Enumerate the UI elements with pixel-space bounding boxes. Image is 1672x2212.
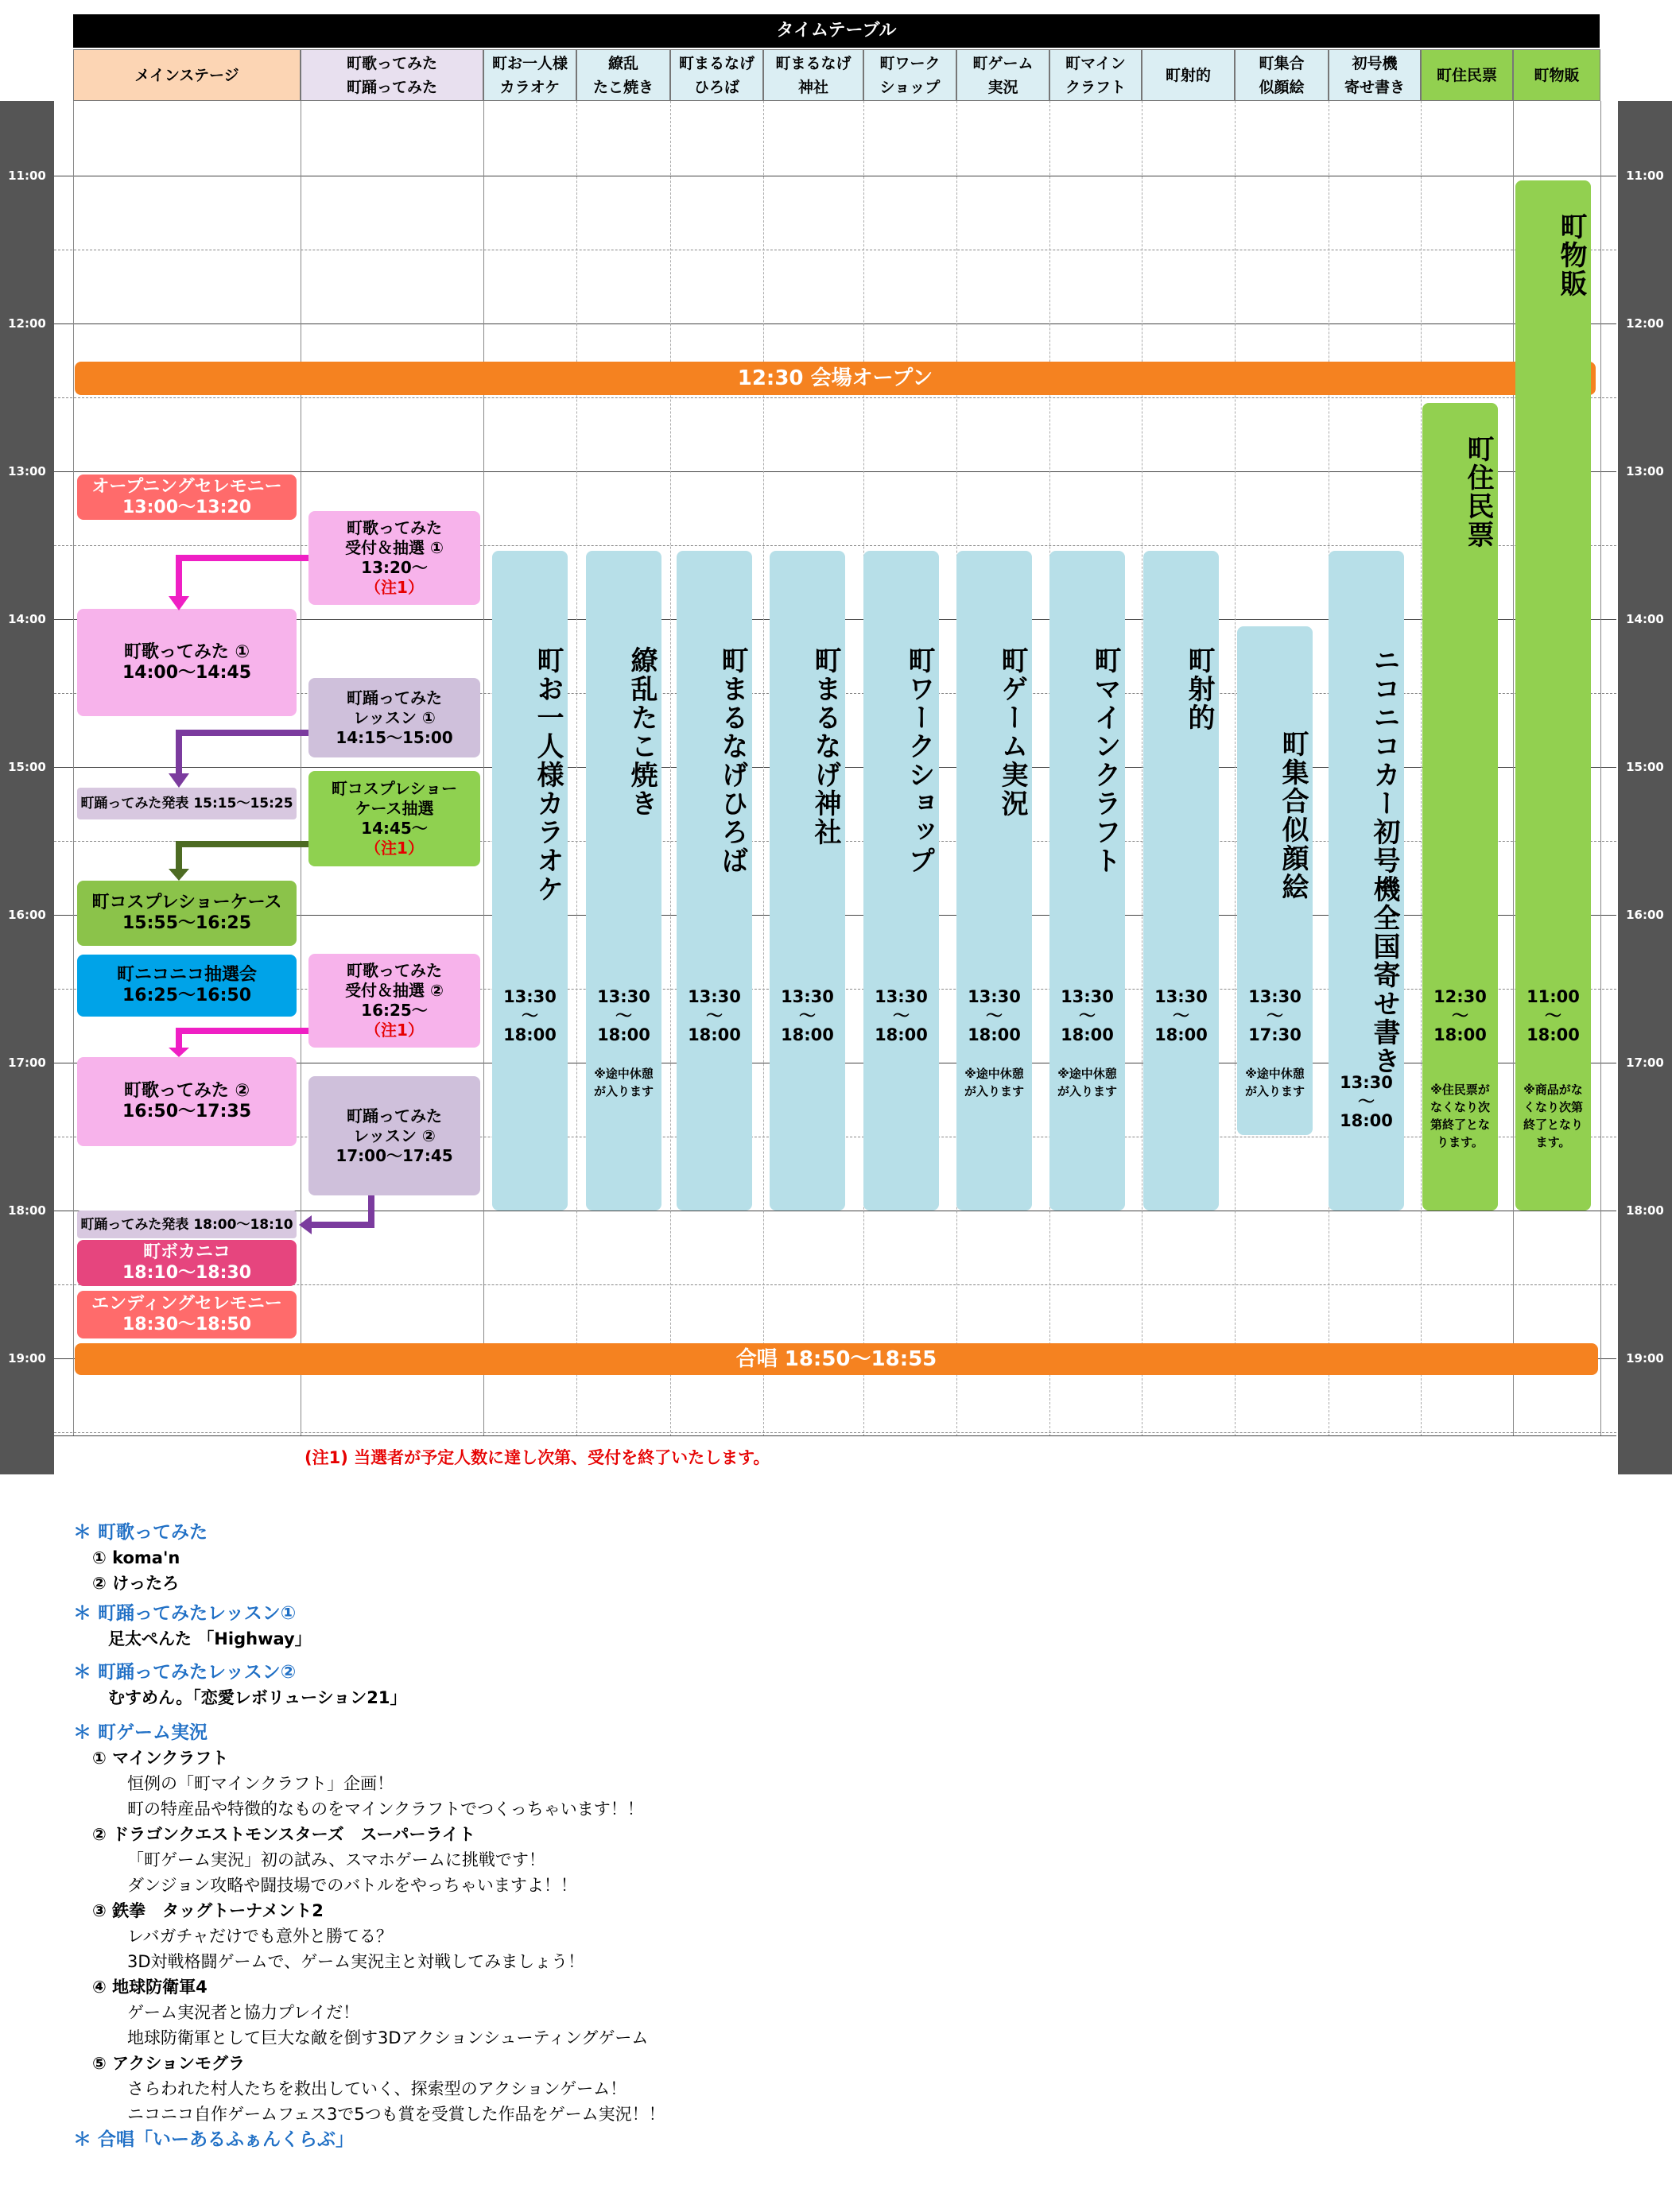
booth-name: 町物販 xyxy=(1555,212,1587,298)
booth-name: 町お一人様カラオケ xyxy=(532,646,564,904)
booth-column xyxy=(1049,551,1125,1211)
booth-column xyxy=(677,551,752,1211)
time-label: 11:00 xyxy=(8,169,46,183)
booth-name: 町マインクラフト xyxy=(1089,646,1121,875)
booth-column xyxy=(1329,551,1404,1211)
time-label: 19:00 xyxy=(8,1351,46,1366)
time-label: 12:00 xyxy=(8,316,46,331)
event-line: 町歌ってみた xyxy=(347,518,442,537)
booth-note: ※商品がな くなり次第 終了となり ます。 xyxy=(1523,1083,1583,1149)
event-time: 17:00〜17:45 xyxy=(336,1145,453,1165)
booth-name: 町射的 xyxy=(1183,646,1215,732)
time-label: 18:00 xyxy=(8,1203,46,1218)
event-name: 町ニコニコ抽選会 xyxy=(116,965,257,985)
booth-column xyxy=(1422,403,1498,1211)
event-time: 18:10〜18:30 xyxy=(122,1263,252,1283)
time-label: 18:00 xyxy=(1626,1203,1664,1218)
info-heading: ＊ 町ゲーム実況 xyxy=(73,1722,208,1743)
event-line: レッスン ② xyxy=(353,1125,436,1145)
event-time: 15:55〜16:25 xyxy=(122,913,252,933)
event-time: 14:00〜14:45 xyxy=(122,662,252,683)
info-heading: ＊ 町踊ってみたレッスン② xyxy=(73,1662,297,1683)
info-line: ⑤ アクションモグラ xyxy=(92,2054,246,2073)
booth-name: 町ゲーム実況 xyxy=(996,646,1028,818)
grid-line xyxy=(54,1435,1616,1436)
column-header: 町まるなげ 神社 xyxy=(763,49,863,101)
info-heading: ＊ 町踊ってみたレッスン① xyxy=(73,1603,297,1624)
info-line: ダンジョン攻略や闘技場でのバトルをやっちゃいますよ！！ xyxy=(127,1876,577,1895)
event-line: 町歌ってみた xyxy=(347,961,442,980)
event-time: 16:25〜16:50 xyxy=(122,986,252,1005)
info-line: 3D対戦格闘ゲームで、ゲーム実況主と対戦してみましょう！ xyxy=(127,1952,585,1971)
booth-name: 町住民票 xyxy=(1462,435,1494,549)
booth-note: ※途中休憩 が入ります xyxy=(1244,1067,1305,1098)
info-line: 足太ぺんた 「Highway」 xyxy=(108,1629,312,1648)
event-time: 16:50〜17:35 xyxy=(122,1102,252,1121)
time-label: 15:00 xyxy=(1626,760,1664,774)
time-label: 13:00 xyxy=(1626,464,1664,478)
info-line: ② けったろ xyxy=(92,1574,180,1593)
info-heading: ＊ 町歌ってみた xyxy=(73,1522,208,1543)
time-label: 14:00 xyxy=(8,612,46,626)
chorus-banner: 合唱 18:50〜18:55 xyxy=(75,1343,1598,1375)
event-note: （注1） xyxy=(365,578,424,597)
booth-time: 13:30 〜 18:00 xyxy=(688,987,741,1044)
booth-name: 町まるなげひろば xyxy=(716,646,748,875)
time-label: 19:00 xyxy=(1626,1351,1664,1366)
event-line: 町コスプレショー xyxy=(331,779,458,798)
info-line: ④ 地球防衛軍4 xyxy=(92,1978,208,1997)
event-line: レッスン ① xyxy=(353,707,436,727)
info-line: 恒例の「町マインクラフト」企画！ xyxy=(127,1774,394,1793)
time-label: 13:00 xyxy=(8,464,46,478)
column-header: メインステージ xyxy=(73,49,301,101)
time-label: 11:00 xyxy=(1626,169,1664,183)
booth-name: 町集合似顔絵 xyxy=(1277,730,1309,901)
column-header: 町歌ってみた 町踊ってみた xyxy=(301,49,483,101)
timetable-title: タイムテーブル xyxy=(73,14,1600,48)
info-line: ③ 鉄拳 タッグトーナメント2 xyxy=(92,1901,324,1920)
arrowhead-icon xyxy=(169,596,312,1234)
booth-name: ニコニコカー初号機全国寄せ書き xyxy=(1368,646,1400,1075)
booth-column xyxy=(492,551,568,1211)
booth-time: 13:30 〜 18:00 xyxy=(1154,987,1208,1044)
info-section xyxy=(73,1520,665,2152)
booth-column xyxy=(956,551,1032,1211)
grid-line xyxy=(54,1432,1616,1433)
time-label: 14:00 xyxy=(1626,612,1664,626)
booth-column xyxy=(770,551,845,1211)
column-header: 繚乱 たこ焼き xyxy=(576,49,670,101)
info-line: 町の特産品や特徴的なものをマインクラフトでつくっちゃいます！！ xyxy=(127,1799,644,1819)
booth-column xyxy=(863,551,939,1211)
info-line: さらわれた村人たちを救出していく、探索型のアクションゲーム！ xyxy=(127,2079,627,2098)
column-header: 町物販 xyxy=(1513,49,1600,101)
time-label: 16:00 xyxy=(1626,908,1664,922)
event-note: （注1） xyxy=(365,1021,424,1040)
event-name: 町踊ってみた発表 18:00〜18:10 xyxy=(80,1216,293,1233)
booth-time: 13:30 〜 18:00 xyxy=(1061,987,1114,1044)
booth-name: 町ワークショップ xyxy=(903,646,935,875)
event-line: ケース抽選 xyxy=(355,799,434,818)
venue-open-banner: 12:30 会場オープン xyxy=(75,362,1596,395)
event-name: 町踊ってみた発表 15:15〜15:25 xyxy=(80,796,293,812)
booth-name: 繚乱たこ焼き xyxy=(626,646,658,818)
booth-time: 13:30 〜 18:00 xyxy=(503,987,557,1044)
booth-note: ※途中休憩 が入ります xyxy=(1057,1067,1117,1098)
event-line: 受付＆抽選 ② xyxy=(345,981,444,1000)
event-name: エンディングセレモニー xyxy=(91,1294,282,1314)
event-name: 町ボカニコ xyxy=(142,1242,231,1262)
booth-note: ※途中休憩 が入ります xyxy=(964,1067,1024,1098)
arrow-icon xyxy=(179,558,371,1225)
column-header: 町ワーク ショップ xyxy=(863,49,956,101)
column-header: 町まるなげ ひろば xyxy=(670,49,763,101)
info-line: ゲーム実況者と協力プレイだ！ xyxy=(127,2003,360,2022)
event-line: 受付＆抽選 ① xyxy=(345,538,444,557)
column-header: 町マイン クラフト xyxy=(1049,49,1142,101)
event-line: 町踊ってみた xyxy=(347,1106,442,1125)
event-name: 町歌ってみた ① xyxy=(123,641,250,662)
info-line: むすめん。「恋愛レボリューション21」 xyxy=(108,1688,407,1707)
column-header: 町お一人様 カラオケ xyxy=(483,49,576,101)
booth-column xyxy=(1143,551,1219,1211)
event-name: 町歌ってみた ② xyxy=(123,1081,250,1101)
column-header: 初号機 寄せ書き xyxy=(1329,49,1421,101)
booth-time: 13:30 〜 18:00 xyxy=(781,987,834,1044)
info-line: ① koma'n xyxy=(92,1548,180,1567)
info-line: レバガチャだけでも意外と勝てる？ xyxy=(127,1927,393,1946)
booth-name: 町まるなげ神社 xyxy=(809,646,841,846)
event-name: 町コスプレショーケース xyxy=(91,893,282,912)
event-name: オープニングセレモニー xyxy=(91,476,282,497)
event-time: 14:45〜 xyxy=(361,819,428,838)
time-label: 17:00 xyxy=(1626,1056,1664,1070)
column-header: 町射的 xyxy=(1142,49,1235,101)
info-line: ① マインクラフト xyxy=(92,1749,229,1768)
footnote: (注1) 当選者が予定人数に達し次第、受付を終了いたします。 xyxy=(305,1448,770,1467)
booth-column xyxy=(586,551,661,1211)
info-heading: ＊ 合唱「いーあるふぁんくらぶ」 xyxy=(73,2129,355,2150)
booth-time: 13:30 〜 18:00 xyxy=(1340,1073,1393,1130)
event-note: （注1） xyxy=(365,839,424,858)
info-line: 「町ゲーム実況」初の試み、スマホゲームに挑戦です！ xyxy=(127,1850,545,1869)
event-time: 16:25〜 xyxy=(361,1001,428,1020)
booth-time: 13:30 〜 18:00 xyxy=(875,987,928,1044)
column-header: 町集合 似顔絵 xyxy=(1235,49,1329,101)
booth-note: ※住民票が なくなり次 第終了とな ります。 xyxy=(1430,1083,1490,1149)
event-time: 14:15〜15:00 xyxy=(336,727,453,747)
time-label: 17:00 xyxy=(8,1056,46,1070)
event-time: 13:20〜 xyxy=(361,558,428,577)
event-line: 町踊ってみた xyxy=(347,688,442,707)
time-label: 15:00 xyxy=(8,760,46,774)
event-time: 13:00〜13:20 xyxy=(122,497,252,517)
info-line: ニコニコ自作ゲームフェス3で5つも賞を受賞した作品をゲーム実況！！ xyxy=(127,2105,665,2124)
booth-column xyxy=(1515,180,1591,1211)
time-label: 16:00 xyxy=(8,908,46,922)
column-header: 町ゲーム 実況 xyxy=(956,49,1049,101)
info-line: 地球防衛軍として巨大な敵を倒す3Dアクションシューティングゲーム xyxy=(127,2028,649,2047)
booth-time: 13:30 〜 17:30 xyxy=(1248,987,1302,1044)
booth-time: 12:30 〜 18:00 xyxy=(1433,987,1487,1044)
booth-column xyxy=(1237,626,1313,1135)
info-line: ② ドラゴンクエストモンスターズ スーパーライト xyxy=(92,1825,475,1844)
event-time: 18:30〜18:50 xyxy=(122,1315,252,1335)
booth-time: 13:30 〜 18:00 xyxy=(597,987,650,1044)
booth-time: 11:00 〜 18:00 xyxy=(1527,987,1580,1044)
time-label: 12:00 xyxy=(1626,316,1664,331)
booth-time: 13:30 〜 18:00 xyxy=(968,987,1021,1044)
booth-note: ※途中休憩 が入ります xyxy=(593,1067,654,1098)
column-header: 町住民票 xyxy=(1421,49,1513,101)
